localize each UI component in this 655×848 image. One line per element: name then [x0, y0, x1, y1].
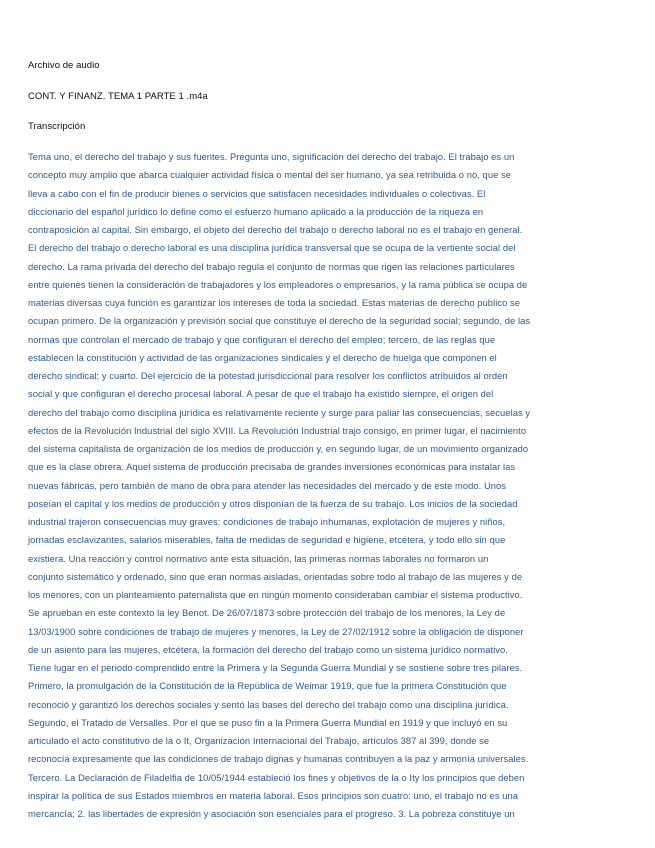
transcript-line: normas que controlan el mercado de trabajo y que configuran el derecho del empleo; tercero, de las reglas que — [28, 333, 496, 345]
transcript-line: diccionario del español jurídico lo define como el esfuerzo humano aplicado a la producción de la riqueza en — [28, 205, 484, 217]
transcript-line: efectos de la Revolución Industrial del siglo XVIII. La Revolución Industrial trajo consigo, en primer lugar, el nacimiento — [28, 424, 527, 436]
transcript-line: Se aprueban en este contexto la ley Benot. De 26/07/1873 sobre protección del trabajo de los menores, la Ley de — [28, 607, 506, 619]
transcript-line: Segundo, el Tratado de Versalles. Por el que se puso fin a la Primera Guerra Mundial en 1919 y que incluyó en su — [28, 716, 508, 728]
transcript-line: conjunto sistemático y ordenado, sino que eran normas aisladas, orientadas sobre todo al trabajo de las mujeres y de — [28, 570, 523, 582]
file-label: Archivo de audio — [28, 60, 100, 71]
transcript-line: de un asiento para las mujeres, etcétera, la formación del derecho del trabajo como un sistema jurídico normativo. — [28, 643, 508, 655]
transcript-line: lleva a cabo con el fin de producir bienes o servicios que satisfacen necesidades individuales o colectivas. El — [28, 187, 486, 199]
transcript-line: reconoció y garantizó los derechos sociales y sentó las bases del derecho del trabajo como una disciplina jurídica. — [28, 698, 509, 710]
transcript-line: concepto muy amplio que abarca cualquier actividad física o mental del ser humano, ya sea retribuida o no, que se — [28, 169, 512, 181]
transcript-line: que es la clase obrera. Aquel sistema de producción precisaba de grandes inversiones económicas para instalar las — [28, 461, 516, 473]
transcript-line: entre quienes tienen la consideración de trabajadores y los empleadores o empresarios, y la rama pública se ocupa de — [28, 278, 528, 290]
transcript-line: El derecho del trabajo o derecho laboral es una disciplina jurídica transversal que se ocupa de la vertiente social del — [28, 242, 516, 254]
transcript-line: poseían el capital y los medios de producción y otros disponían de la fuerza de su trabajo. Los inicios de la sociedad — [28, 497, 518, 509]
transcript-line: los menores, con un planteamiento paternalista que en ningún momento consideraban cambiar el sistema productivo. — [28, 589, 523, 600]
transcript-line: derecho. La rama privada del derecho del trabajo regula el conjunto de normas que rigen las relaciones particulares — [28, 260, 515, 272]
transcript-line: ocupan primero. De la organización y previsión social que constituye el derecho de la seguridad social; segundo, de las — [28, 315, 531, 327]
transcript-line: articulado el acto constitutivo de la o It, Organización Internacional del Trabajo, artículos 387 al 399, donde se — [28, 735, 490, 746]
transcript-line: materias diversas cuya función es garantizar los intereses de toda la sociedad. Estas materias de derecho público se — [28, 297, 520, 308]
transcript-line: establecen la constitución y actividad de las organizaciones sindicales y el derecho de huelga que componen el — [28, 351, 497, 363]
transcript-line: mercancía; 2. las libertades de expresión y asociación son esenciales para el progreso. 3. La pobreza constituye un — [28, 808, 515, 819]
transcript-line: derecho del trabajo como disciplina jurídica es relativamente reciente y surge para paliar las consecuencias, secuelas y — [28, 406, 531, 418]
transcript-line: del sistema capitalista de organización de los medios de producción y, en segundo lugar, de un movimiento organizado — [28, 443, 529, 454]
transcript-line: Tema uno, el derecho del trabajo y sus fuentes. Pregunta uno, significación del derecho del trabajo. El trabajo es un — [28, 151, 515, 162]
transcript-line: industrial trajeron consecuencias muy graves: condiciones de trabajo inhumanas, explotación de mujeres y niños, — [28, 516, 506, 527]
transcript-body — [28, 148, 628, 823]
transcript-line: derecho sindical; y cuarto. Del ejercicio de la potestad jurisdiccional para resolver los conflictos atribuidos al orden — [28, 370, 508, 381]
transcript-line: reconocía expresamente que las condiciones de trabajo dignas y humanas contribuyen a la paz y armonía universales. — [28, 753, 529, 765]
transcript-line: Tercero. La Declaración de Filadelfia de 10/05/1944 estableció los fines y objetivos de la o Ity los principios que deben — [28, 771, 525, 783]
transcript-line: 13/03/1900 sobre condiciones de trabajo de mujeres y menores, la Ley de 27/02/1912 sobre la obligación de disponer — [28, 625, 524, 637]
transcript-line: existiera. Una reacción y control normativo ante esta situación, las primeras normas laborales no formaron un — [28, 552, 489, 564]
transcript-label: Transcripción — [28, 121, 86, 132]
file-name: CONT. Y FINANZ. TEMA 1 PARTE 1 .m4a — [28, 91, 208, 102]
transcript-line: Primero, la promulgación de la Constitución de la República de Weimar 1919, que fue la primera Constitución que — [28, 680, 507, 692]
transcript-line: nuevas fábricas, pero también de mano de obra para atender las necesidades del mercado y de este modo. Unos — [28, 479, 507, 491]
transcript-line: Tiene lugar en el periodo comprendido entre la Primera y la Segunda Guerra Mundial y se sostiene sobre tres pilares. — [28, 662, 523, 673]
transcript-line: contraposición al capital. Sin embargo, el objeto del derecho del trabajo o derecho laboral no es el trabajo en general. — [28, 224, 523, 235]
transcript-line: inspirar la política de sus Estados miembros en materia laboral. Esos principios son cuatro: uno, el trabajo no es una — [28, 789, 519, 801]
transcript-line: jornadas esclavizantes, salarios miserables, falta de medidas de seguridad e higiene, etcétera, y todo ello sin que — [28, 534, 506, 546]
transcript-line: social y que configuran el derecho procesal laboral. A pesar de que el trabajo ha existido siempre, el origen del — [28, 388, 494, 400]
